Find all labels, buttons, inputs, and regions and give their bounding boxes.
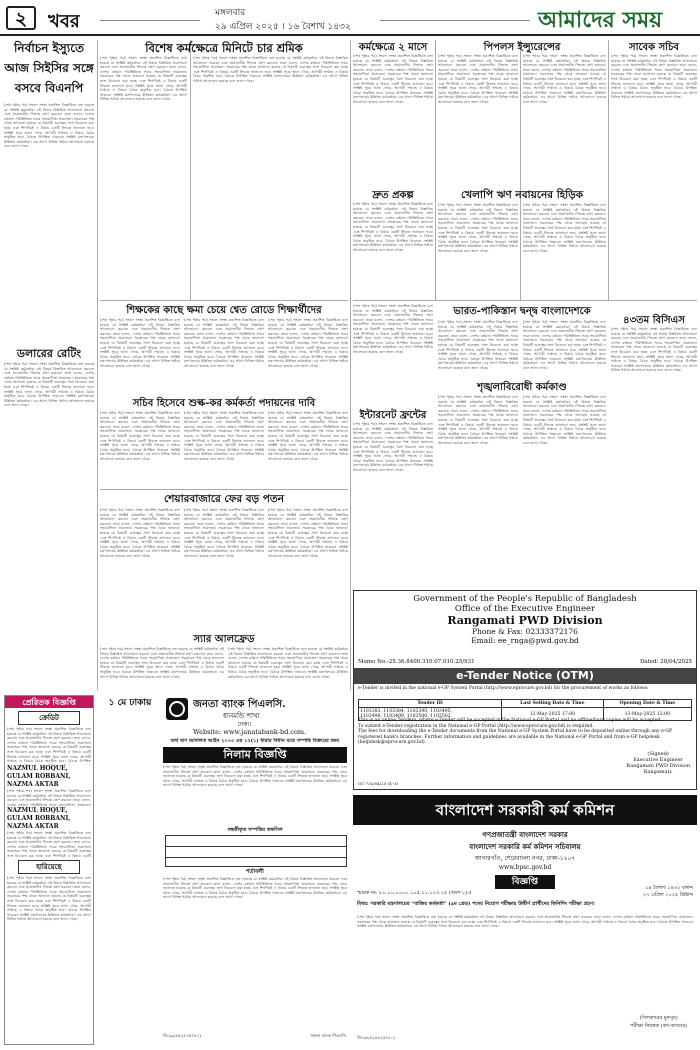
credit-name: GULAM ROBBANI,: [7, 773, 71, 780]
tender-body: [358, 718, 692, 746]
tender-ids: 1103498, 1103499, 1103500, 1103502: [360, 714, 451, 719]
bpsc-banner: বাংলাদেশ সরকারী কর্ম কমিশন: [353, 795, 697, 825]
column-rule: [97, 40, 98, 690]
janata-auction-notice: [163, 695, 347, 1045]
column-rule: [435, 40, 436, 300]
schedule-title: বন্ধকীকৃত সম্পত্তির তফসিল: [227, 827, 283, 833]
auction-footer-left: জি-৯৯/৪৫২৫ (৫৭৪০): [163, 1033, 201, 1038]
sign-place: Rangamati.: [643, 769, 673, 775]
credit-name: GULAM ROBBANI,: [7, 815, 71, 822]
bpsc-sign-role: পরীক্ষা নিয়ন্ত্রক (ক্যা-ক্যাডার): [630, 1023, 687, 1029]
tender-gov: Government of the People's Republic of Bangladesh: [413, 594, 637, 604]
may-headline: ১ মে ঢাকায়: [108, 698, 152, 708]
fast-project-headline: দ্রুত প্রকল্প: [372, 190, 414, 201]
act-reference: অর্থ ঋণ আদালত আইন ২০০৩ এর ১২(১) ধারার বিধান মতে সম্পত্তি বিক্রয়ের জন্য: [170, 738, 340, 744]
india-pak-headline: ভারত-পাকিস্তান দ্বন্দ্ব বাংলাদেশকে: [453, 306, 591, 317]
tender-ids: 1103383, 1103384, 1103390, 1103495,: [360, 709, 453, 714]
tender-memo: Memo No.-25.36.8400.310.07.010.25/931: [358, 659, 475, 665]
credit-name: NAZMA AKTAR: [7, 823, 59, 830]
column-rule: [350, 40, 351, 690]
credit-label: ক্রেডিট: [18, 711, 80, 725]
article-body: (শেষ পৃষ্ঠার পর) সংবাদ সংস্থা প্রকাশিত বিজ্ঞপ্তিতে বলা হয়েছে যে সংশ্লিষ্ট কর্মকর্তারা এই বিষয়ে বিস্তারিত আলোচনা করবেন এবং প্রয়োজনীয় সিদ্ধান্ত গ্রহণ করবেন। তারা বলেন, দেশের বর্তমান পরিস্থিতিতে সবার সহযোগিতা প্রয়োজন। সরকারের পক্ষ থেকে জানানো হয়েছে যে বিষয়টি গুরুত্বের সঙ্গে বিবেচনা করা হচ্ছে এবং শিগগিরই এ বিষয়ে একটি সিদ্ধান্ত জানানো হবে। সংশ্লিষ্ট সূত্রে জানা গেছে, আগামী সপ্তাহে এ বিষয়ে বৈঠক অনুষ্ঠিত হবে। বৈঠকে উপস্থিত থাকবেন সংশ্লিষ্ট মন্ত্রণালয়ের ঊর্ধ্বতন কর্মকর্তারা। এর আগে বিভিন্ন পর্যায়ে আলোচনা হয়েছে বলে জানা গেছে।: [228, 647, 348, 679]
article-body: (শেষ পৃষ্ঠার পর) সংবাদ সংস্থা প্রকাশিত বিজ্ঞপ্তিতে বলা হয়েছে যে সংশ্লিষ্ট কর্মকর্তারা এই বিষয়ে বিস্তারিত আলোচনা করবেন এবং প্রয়োজনীয় সিদ্ধান্ত গ্রহণ করবেন। তারা বলেন, দেশের বর্তমান পরিস্থিতিতে সবার সহযোগিতা প্রয়োজন। সরকারের পক্ষ থেকে জানানো হয়েছে যে বিষয়টি গুরুত্বের সঙ্গে বিবেচনা করা হচ্ছে এবং শিগগিরই এ বিষয়ে একটি সিদ্ধান্ত জানানো হবে। সংশ্লিষ্ট সূত্রে জানা গেছে, আগামী সপ্তাহে এ বিষয়ে বৈঠক অনুষ্ঠিত হবে। বৈঠকে উপস্থিত থাকবেন সংশ্লিষ্ট মন্ত্রণালয়ের ঊর্ধ্বতন কর্মকর্তারা। এর আগে বিভিন্ন পর্যায়ে আলোচনা হয়েছে বলে জানা গেছে।: [353, 202, 433, 252]
schedule-table: [165, 835, 347, 867]
bpsc-line2: বাংলাদেশ সরকারি কর্ম কমিশন সচিবালয়: [469, 842, 581, 851]
article-body: (শেষ পৃষ্ঠার পর) সংবাদ সংস্থা প্রকাশিত বিজ্ঞপ্তিতে বলা হয়েছে যে সংশ্লিষ্ট কর্মকর্তারা এই বিষয়ে বিস্তারিত আলোচনা করবেন এবং প্রয়োজনীয় সিদ্ধান্ত গ্রহণ করবেন। তারা বলেন, দেশের বর্তমান পরিস্থিতিতে সবার সহযোগিতা প্রয়োজন। সরকারের পক্ষ থেকে জানানো হয়েছে যে বিষয়টি গুরুত্বের সঙ্গে বিবেচনা করা হচ্ছে এবং শিগগিরই এ বিষয়ে একটি সিদ্ধান্ত জানানো হবে। সংশ্লিষ্ট সূত্রে জানা গেছে, আগামী সপ্তাহে এ বিষয়ে বৈঠক অনুষ্ঠিত হবে। বৈঠকে উপস্থিত থাকবেন সংশ্লিষ্ট মন্ত্রণালয়ের ঊর্ধ্বতন কর্মকর্তারা। এর আগে বিভিন্ন পর্যায়ে আলোচনা হয়েছে বলে জানা গেছে।: [353, 304, 433, 354]
table-header: Tender ID: [359, 700, 502, 708]
column-rule: [608, 40, 609, 300]
section-rule: [353, 300, 697, 301]
masthead-rule-right: [380, 20, 530, 21]
star-headline: স্যার আলফ্রেড: [193, 634, 255, 645]
signed: (Signed): [647, 751, 669, 757]
bpsc-date: ১৪ বৈশাখ ১৪৩২ বঙ্গাব্দ: [645, 885, 693, 891]
section-rule: [100, 489, 348, 490]
article-body: (শেষ পৃষ্ঠার পর) সংবাদ সংস্থা প্রকাশিত বিজ্ঞপ্তিতে বলা হয়েছে যে সংশ্লিষ্ট কর্মকর্তারা এই বিষয়ে বিস্তারিত আলোচনা করবেন এবং প্রয়োজনীয় সিদ্ধান্ত গ্রহণ করবেন। তারা বলেন, দেশের বর্তমান পরিস্থিতিতে সবার সহযোগিতা প্রয়োজন। সরকারের পক্ষ থেকে জানানো হয়েছে যে বিষয়টি গুরুত্বের সঙ্গে বিবেচনা করা হচ্ছে এবং শিগগিরই এ বিষয়ে একটি সিদ্ধান্ত জানানো হবে। সংশ্লিষ্ট সূত্রে জানা গেছে, আগামী সপ্তাহে এ বিষয়ে বৈঠক অনুষ্ঠিত হবে। বৈঠকে উপস্থিত থাকবেন সংশ্লিষ্ট মন্ত্রণালয়ের ঊর্ধ্বতন কর্মকর্তারা। এর আগে বিভিন্ন পর্যায়ে আলোচনা হয়েছে বলে জানা গেছে।: [268, 318, 348, 368]
article-body: (শেষ পৃষ্ঠার পর) সংবাদ সংস্থা প্রকাশিত বিজ্ঞপ্তিতে বলা হয়েছে যে সংশ্লিষ্ট কর্মকর্তারা এই বিষয়ে বিস্তারিত আলোচনা করবেন এবং প্রয়োজনীয় সিদ্ধান্ত গ্রহণ করবেন। তারা বলেন, দেশের বর্তমান পরিস্থিতিতে সবার সহযোগিতা প্রয়োজন। সরকারের পক্ষ থেকে জানানো হয়েছে যে বিষয়টি গুরুত্বের সঙ্গে বিবেচনা করা হচ্ছে এবং শিগগিরই এ বিষয়ে একটি সিদ্ধান্ত জানানো হবে। সংশ্লিষ্ট সূত্রে জানা গেছে, আগামী সপ্তাহে এ বিষয়ে বৈঠক অনুষ্ঠিত হবে। বৈঠকে উপস্থিত থাকবেন সংশ্লিষ্ট মন্ত্রণালয়ের ঊর্ধ্বতন কর্মকর্তারা। এর আগে বিভিন্ন পর্যায়ে আলোচনা হয়েছে বলে জানা গেছে।: [523, 203, 606, 253]
issue-date: ২৯ এপ্রিল ২০২৫ । ১৬ বৈশাখ ১৪৩২: [215, 22, 351, 32]
internet-headline: ইন্টারনেট ফ্রন্টের: [359, 410, 427, 421]
former-secretary-headline: সাবেক সচিব: [629, 42, 679, 53]
article-body: (শেষ পৃষ্ঠার পর) সংবাদ সংস্থা প্রকাশিত বিজ্ঞপ্তিতে বলা হয়েছে যে সংশ্লিষ্ট কর্মকর্তারা এই বিষয়ে বিস্তারিত আলোচনা করবেন এবং প্রয়োজনীয় সিদ্ধান্ত গ্রহণ করবেন। তারা বলেন, দেশের বর্তমান পরিস্থিতিতে সবার সহযোগিতা প্রয়োজন। সরকারের পক্ষ থেকে জানানো হয়েছে যে বিষয়টি গুরুত্বের সঙ্গে বিবেচনা করা হচ্ছে এবং শিগগিরই এ বিষয়ে একটি সিদ্ধান্ত জানানো হবে। সংশ্লিষ্ট সূত্রে জানা গেছে, আগামী সপ্তাহে এ বিষয়ে বৈঠক অনুষ্ঠিত হবে। বৈঠকে উপস্থিত থাকবেন সংশ্লিষ্ট মন্ত্রণালয়ের ঊর্ধ্বতন কর্মকর্তারা। এর আগে বিভিন্ন পর্যায়ে আলোচনা হয়েছে বলে জানা গেছে।: [100, 508, 180, 558]
classifieds-title: প্রেরিতক বিজ্ঞপ্তি: [5, 696, 93, 708]
page-number-badge: ২: [6, 6, 36, 30]
article-body: (শেষ পৃষ্ঠার পর) সংবাদ সংস্থা প্রকাশিত বিজ্ঞপ্তিতে বলা হয়েছে যে সংশ্লিষ্ট কর্মকর্তারা এই বিষয়ে বিস্তারিত আলোচনা করবেন এবং প্রয়োজনীয় সিদ্ধান্ত গ্রহণ করবেন। তারা বলেন, দেশের বর্তমান পরিস্থিতিতে সবার সহযোগিতা প্রয়োজন। সরকারের পক্ষ থেকে জানানো হয়েছে যে বিষয়টি গুরুত্বের সঙ্গে বিবেচনা করা হচ্ছে এবং শিগগিরই এ বিষয়ে একটি সিদ্ধান্ত জানানো হবে। সংশ্লিষ্ট সূত্রে জানা গেছে, আগামী সপ্তাহে এ বিষয়ে বৈঠক অনুষ্ঠিত হবে। বৈঠকে উপস্থিত থাকবেন সংশ্লিষ্ট মন্ত্রণালয়ের ঊর্ধ্বতন কর্মকর্তারা। এর আগে বিভিন্ন পর্যায়ে আলোচনা হয়েছে বলে জানা গেছে।: [438, 320, 518, 370]
classified-text: (শেষ পৃষ্ঠার পর) সংবাদ সংস্থা প্রকাশিত বিজ্ঞপ্তিতে বলা হয়েছে যে সংশ্লিষ্ট কর্মকর্তারা এই বিষয়ে বিস্তারিত আলোচনা করবেন এবং প্রয়োজনীয় সিদ্ধান্ত গ্রহণ করবেন। তারা বলেন, দেশের বর্তমান পরিস্থিতিতে সবার সহযোগিতা প্রয়োজন।: [7, 789, 91, 807]
article-body: (শেষ পৃষ্ঠার পর) সংবাদ সংস্থা প্রকাশিত বিজ্ঞপ্তিতে বলা হয়েছে যে সংশ্লিষ্ট কর্মকর্তারা এই বিষয়ে বিস্তারিত আলোচনা করবেন এবং প্রয়োজনীয় সিদ্ধান্ত গ্রহণ করবেন। তারা বলেন, দেশের বর্তমান পরিস্থিতিতে সবার সহযোগিতা প্রয়োজন। সরকারের পক্ষ থেকে জানানো হয়েছে যে বিষয়টি গুরুত্বের সঙ্গে বিবেচনা করা হচ্ছে এবং শিগগিরই এ বিষয়ে একটি সিদ্ধান্ত জানানো হবে। সংশ্লিষ্ট সূত্রে জানা গেছে, আগামী সপ্তাহে এ বিষয়ে বৈঠক অনুষ্ঠিত হবে। বৈঠকে উপস্থিত থাকবেন সংশ্লিষ্ট মন্ত্রণালয়ের ঊর্ধ্বতন কর্মকর্তারা। এর আগে বিভিন্ন পর্যায়ে আলোচনা হয়েছে বলে জানা গেছে।: [353, 54, 433, 104]
article-body: (শেষ পৃষ্ঠার পর) সংবাদ সংস্থা প্রকাশিত বিজ্ঞপ্তিতে বলা হয়েছে যে সংশ্লিষ্ট কর্মকর্তারা এই বিষয়ে বিস্তারিত আলোচনা করবেন এবং প্রয়োজনীয় সিদ্ধান্ত গ্রহণ করবেন। তারা বলেন, দেশের বর্তমান পরিস্থিতিতে সবার সহযোগিতা প্রয়োজন। সরকারের পক্ষ থেকে জানানো হয়েছে যে বিষয়টি গুরুত্বের সঙ্গে বিবেচনা করা হচ্ছে এবং শিগগিরই এ বিষয়ে একটি সিদ্ধান্ত জানানো হবে। সংশ্লিষ্ট সূত্রে জানা গেছে, আগামী সপ্তাহে এ বিষয়ে বৈঠক অনুষ্ঠিত হবে। বৈঠকে উপস্থিত থাকবেন সংশ্লিষ্ট মন্ত্রণালয়ের ঊর্ধ্বতন কর্মকর্তারা। এর আগে বিভিন্ন পর্যায়ে আলোচনা হয়েছে বলে জানা গেছে।: [193, 56, 348, 83]
bpsc-footer: জি-৯৮/৪২৪৩ (৫৭৪০): [357, 1035, 395, 1040]
tender-body-paragraph: This is an online Tenders, where e-Tender will be accepted in the National e-GP Portal and no offline/hard copies will be accepted.: [358, 718, 662, 723]
bpsc-body: (শেষ পৃষ্ঠার পর) সংবাদ সংস্থা প্রকাশিত বিজ্ঞপ্তিতে বলা হয়েছে যে সংশ্লিষ্ট কর্মকর্তারা এই বিষয়ে বিস্তারিত আলোচনা করবেন এবং প্রয়োজনীয় সিদ্ধান্ত গ্রহণ করবেন। তারা বলেন, দেশের বর্তমান পরিস্থিতিতে সবার সহযোগিতা প্রয়োজন। সরকারের পক্ষ থেকে জানানো হয়েছে যে বিষয়টি গুরুত্বের সঙ্গে বিবেচনা করা হচ্ছে এবং শিগগিরই এ বিষয়ে একটি সিদ্ধান্ত জানানো হবে। সংশ্লিষ্ট সূত্রে জানা গেছে, আগামী সপ্তাহে এ বিষয়ে বৈঠক অনুষ্ঠিত হবে। বৈঠকে উপস্থিত থাকবেন সংশ্লিষ্ট মন্ত্রণালয়ের ঊর্ধ্বতন কর্মকর্তারা। এর আগে বিভিন্ন পর্যায়ে আলোচনা হয়েছে বলে জানা গেছে।: [357, 915, 693, 929]
sign-office: Rangamati PWD Division: [626, 763, 690, 769]
auction-body: (শেষ পৃষ্ঠার পর) সংবাদ সংস্থা প্রকাশিত বিজ্ঞপ্তিতে বলা হয়েছে যে সংশ্লিষ্ট কর্মকর্তারা এই বিষয়ে বিস্তারিত আলোচনা করবেন এবং প্রয়োজনীয় সিদ্ধান্ত গ্রহণ করবেন। তারা বলেন, দেশের বর্তমান পরিস্থিতিতে সবার সহযোগিতা প্রয়োজন। সরকারের পক্ষ থেকে জানানো হয়েছে যে বিষয়টি গুরুত্বের সঙ্গে বিবেচনা করা হচ্ছে এবং শিগগিরই এ বিষয়ে একটি সিদ্ধান্ত জানানো হবে। সংশ্লিষ্ট সূত্রে জানা গেছে, আগামী সপ্তাহে এ বিষয়ে বৈঠক অনুষ্ঠিত হবে। বৈঠকে উপস্থিত থাকবেন সংশ্লিষ্ট মন্ত্রণালয়ের ঊর্ধ্বতন কর্মকর্তারা। এর আগে বিভিন্ন পর্যায়ে আলোচনা হয়েছে বলে জানা গেছে।: [163, 765, 347, 788]
bpsc-subject: বিষয়: সরকারি মন্ত্রণালয়ের “বাজির কর্মকর্তা” (৯ম গ্রেড) পদের নিয়োগ পরীক্ষায় উত্তীর্ণ প্রার্থীদের ফিনিশিং পরীক্ষা গ্রহণ।: [357, 901, 595, 907]
discipline-headline: শৃঙ্খলাবিরোধী কর্মকাণ্ড: [477, 382, 567, 393]
apology-headline: শিক্ষকের কাছে ক্ষমা চেয়ে শ্বেত রোডে শিক্ষার্থীদের: [126, 305, 322, 316]
article-body: (শেষ পৃষ্ঠার পর) সংবাদ সংস্থা প্রকাশিত বিজ্ঞপ্তিতে বলা হয়েছে যে সংশ্লিষ্ট কর্মকর্তারা এই বিষয়ে বিস্তারিত আলোচনা করবেন এবং প্রয়োজনীয় সিদ্ধান্ত গ্রহণ করবেন। তারা বলেন, দেশের বর্তমান পরিস্থিতিতে সবার সহযোগিতা প্রয়োজন। সরকারের পক্ষ থেকে জানানো হয়েছে যে বিষয়টি গুরুত্বের সঙ্গে বিবেচনা করা হচ্ছে এবং শিগগিরই এ বিষয়ে একটি সিদ্ধান্ত জানানো হবে। সংশ্লিষ্ট সূত্রে জানা গেছে, আগামী সপ্তাহে এ বিষয়ে বৈঠক অনুষ্ঠিত হবে। বৈঠকে উপস্থিত থাকবেন সংশ্লিষ্ট মন্ত্রণালয়ের ঊর্ধ্বতন কর্মকর্তারা। এর আগে বিভিন্ন পর্যায়ে আলোচনা হয়েছে বলে জানা গেছে।: [523, 54, 606, 104]
article-body: (শেষ পৃষ্ঠার পর) সংবাদ সংস্থা প্রকাশিত বিজ্ঞপ্তিতে বলা হয়েছে যে সংশ্লিষ্ট কর্মকর্তারা এই বিষয়ে বিস্তারিত আলোচনা করবেন এবং প্রয়োজনীয় সিদ্ধান্ত গ্রহণ করবেন। তারা বলেন, দেশের বর্তমান পরিস্থিতিতে সবার সহযোগিতা প্রয়োজন। সরকারের পক্ষ থেকে জানানো হয়েছে যে বিষয়টি গুরুত্বের সঙ্গে বিবেচনা করা হচ্ছে এবং শিগগিরই এ বিষয়ে একটি সিদ্ধান্ত জানানো হবে। সংশ্লিষ্ট সূত্রে জানা গেছে, আগামী সপ্তাহে এ বিষয়ে বৈঠক অনুষ্ঠিত হবে। বৈঠকে উপস্থিত থাকবেন সংশ্লিষ্ট মন্ত্রণালয়ের ঊর্ধ্বতন কর্মকর্তারা। এর আগে বিভিন্ন পর্যায়ে আলোচনা হয়েছে বলে জানা গেছে।: [100, 318, 180, 368]
table-header: Opening Date & Time: [603, 700, 691, 708]
credit-name: NAZMUL HOQUE,: [7, 807, 68, 814]
sign-role: Executive Engineer: [633, 757, 683, 763]
classified-text: (শেষ পৃষ্ঠার পর) সংবাদ সংস্থা প্রকাশিত বিজ্ঞপ্তিতে বলা হয়েছে যে সংশ্লিষ্ট কর্মকর্তারা এই বিষয়ে বিস্তারিত আলোচনা করবেন এবং প্রয়োজনীয় সিদ্ধান্ত গ্রহণ করবেন। তারা বলেন, দেশের বর্তমান পরিস্থিতিতে সবার সহযোগিতা প্রয়োজন। সরকারের পক্ষ থেকে জানানো হয়েছে যে বিষয়টি গুরুত্বের সঙ্গে বিবেচনা করা হচ্ছে এবং শিগগিরই এ বিষয়ে একটি: [7, 831, 91, 857]
janata-bank-logo: [165, 697, 189, 721]
masthead-rule-left: [100, 20, 200, 21]
classified-text: (শেষ পৃষ্ঠার পর) সংবাদ সংস্থা প্রকাশিত বিজ্ঞপ্তিতে বলা হয়েছে যে সংশ্লিষ্ট কর্মকর্তারা এই বিষয়ে বিস্তারিত আলোচনা করবেন এবং প্রয়োজনীয় সিদ্ধান্ত গ্রহণ করবেন। তারা বলেন, দেশের বর্তমান পরিস্থিতিতে সবার সহযোগিতা প্রয়োজন। সরকারের পক্ষ থেকে জানানো হয়েছে যে বিষয়টি গুরুত্বের সঙ্গে বিবেচনা করা হচ্ছে এবং শিগগিরই এ বিষয়ে একটি সিদ্ধান্ত জানানো হবে। সংশ্লিষ্ট সূত্রে জানা গেছে, আগামী সপ্তাহে এ বিষয়ে বৈঠক অনুষ্ঠিত হবে। বৈঠকে উপস্থিত থাকবেন সংশ্লিষ্ট মন্ত্রণালয়ের ঊর্ধ্বতন কর্মকর্তারা। এর আগে বিভিন্ন পর্যায়ে আলোচনা হয়েছে বলে জানা গেছে।: [7, 876, 91, 922]
article-body: (শেষ পৃষ্ঠার পর) সংবাদ সংস্থা প্রকাশিত বিজ্ঞপ্তিতে বলা হয়েছে যে সংশ্লিষ্ট কর্মকর্তারা এই বিষয়ে বিস্তারিত আলোচনা করবেন এবং প্রয়োজনীয় সিদ্ধান্ত গ্রহণ করবেন। তারা বলেন, দেশের বর্তমান পরিস্থিতিতে সবার সহযোগিতা প্রয়োজন। সরকারের পক্ষ থেকে জানানো হয়েছে যে বিষয়টি গুরুত্বের সঙ্গে বিবেচনা করা হচ্ছে এবং শিগগিরই এ বিষয়ে একটি সিদ্ধান্ত জানানো হবে। সংশ্লিষ্ট সূত্রে জানা গেছে, আগামী সপ্তাহে এ বিষয়ে বৈঠক অনুষ্ঠিত হবে। বৈঠকে উপস্থিত থাকবেন সংশ্লিষ্ট মন্ত্রণালয়ের ঊর্ধ্বতন কর্মকর্তারা। এর আগে বিভিন্ন পর্যায়ে আলোচনা হয়েছে বলে জানা গেছে।: [438, 395, 518, 445]
opening-cell: 13-May-2025 12:00: [603, 708, 691, 721]
article-body: (শেষ পৃষ্ঠার পর) সংবাদ সংস্থা প্রকাশিত বিজ্ঞপ্তিতে বলা হয়েছে যে সংশ্লিষ্ট কর্মকর্তারা এই বিষয়ে বিস্তারিত আলোচনা করবেন এবং প্রয়োজনীয় সিদ্ধান্ত গ্রহণ করবেন। তারা বলেন, দেশের বর্তমান পরিস্থিতিতে সবার সহযোগিতা প্রয়োজন। সরকারের পক্ষ থেকে জানানো হয়েছে যে বিষয়টি গুরুত্বের সঙ্গে বিবেচনা করা হচ্ছে এবং শিগগিরই এ বিষয়ে একটি সিদ্ধান্ত জানানো হবে। সংশ্লিষ্ট সূত্রে জানা গেছে, আগামী সপ্তাহে এ বিষয়ে বৈঠক অনুষ্ঠিত হবে। বৈঠকে উপস্থিত থাকবেন সংশ্লিষ্ট মন্ত্রণালয়ের ঊর্ধ্বতন কর্মকর্তারা। এর আগে বিভিন্ন পর্যায়ে আলোচনা হয়েছে বলে জানা গেছে।: [353, 422, 433, 472]
conditions-title: শর্তাবলী: [246, 869, 264, 875]
pipelines-headline: পিপলস ইন্স্যুরেন্সের: [483, 42, 561, 53]
bcs-headline: ৪৩তম বিসিএস: [623, 315, 685, 326]
tender-intro: e-Tender is invited in the national e-GP System Portal (http://www.eprocure.gov.bd) for the procurement of works as follows:: [358, 686, 649, 691]
tender-phone: Phone & Fax: 02333372176: [472, 627, 578, 636]
bank-branch: ধানমন্ডি শাখা: [223, 712, 260, 720]
loan-headline: খেলাপি ঋণ নবায়নের হিড়িক: [460, 189, 584, 201]
article-body: (শেষ পৃষ্ঠার পর) সংবাদ সংস্থা প্রকাশিত বিজ্ঞপ্তিতে বলা হয়েছে যে সংশ্লিষ্ট কর্মকর্তারা এই বিষয়ে বিস্তারিত আলোচনা করবেন এবং প্রয়োজনীয় সিদ্ধান্ত গ্রহণ করবেন। তারা বলেন, দেশের বর্তমান পরিস্থিতিতে সবার সহযোগিতা প্রয়োজন। সরকারের পক্ষ থেকে জানানো হয়েছে যে বিষয়টি গুরুত্বের সঙ্গে বিবেচনা করা হচ্ছে এবং শিগগিরই এ বিষয়ে একটি সিদ্ধান্ত জানানো হবে। সংশ্লিষ্ট সূত্রে জানা গেছে, আগামী সপ্তাহে এ বিষয়ে বৈঠক অনুষ্ঠিত হবে। বৈঠকে উপস্থিত থাকবেন সংশ্লিষ্ট মন্ত্রণালয়ের ঊর্ধ্বতন কর্মকর্তারা। এর আগে বিভিন্ন পর্যায়ে আলোচনা হয়েছে বলে জানা গেছে।: [438, 54, 518, 104]
bpsc-memo: স্মারক নং: ৮০.০০.০০০০.১০৫.১১.০০৩.২৫ (অংশ-১)-৫: [357, 890, 473, 896]
bank-website: Website: www.janatabank-bd.com.: [193, 728, 307, 736]
bpsc-sign: [630, 1015, 687, 1031]
masthead: [0, 0, 700, 36]
lost-label: হারিয়েছে: [18, 860, 80, 874]
secretary-demand-headline: সচিব হিসেবে শুল্ক-কর কর্মকর্তা পদায়নের দাবি: [132, 398, 316, 409]
tender-footer: GC-735/04/25 (4'-3): [358, 781, 399, 786]
classified-text: (শেষ পৃষ্ঠার পর) সংবাদ সংস্থা প্রকাশিত বিজ্ঞপ্তিতে বলা হয়েছে যে সংশ্লিষ্ট কর্মকর্তারা এই বিষয়ে বিস্তারিত আলোচনা করবেন এবং প্রয়োজনীয় সিদ্ধান্ত গ্রহণ করবেন। তারা বলেন, দেশের বর্তমান পরিস্থিতিতে সবার সহযোগিতা প্রয়োজন। সরকারের পক্ষ থেকে জানানো হয়েছে যে বিষয়টি গুরুত্বের সঙ্গে বিবেচনা করা হচ্ছে এবং শিগগিরই এ বিষয়ে একটি সিদ্ধান্ত জানানো হবে। সংশ্লিষ্ট সূত্রে জানা গেছে, আগামী সপ্তাহে এ বিষয়ে বৈঠক অনুষ্ঠিত হবে। বৈঠকে উপস্থিত: [7, 727, 91, 764]
weekday: মঙ্গলবার: [215, 8, 246, 18]
section-rule: [100, 300, 348, 301]
tender-signature: [626, 751, 690, 775]
bpsc-notice: [353, 795, 697, 1045]
tender-body-paragraph: The fees for downloading the e-Tender documents from the National e-GP System Portal have to be deposited online through any e-GP registered bank's branches. Further information and guidelines are available in the National e-GP Portal and from e-GP helpdesk (helpdesk@eprocure.gov.bd).: [358, 729, 673, 745]
dollar-headline: ডলারের রেটিং: [16, 347, 82, 360]
column-rule: [190, 40, 191, 300]
tender-email: Email: ee_rnga@pwd.gov.bd: [471, 636, 579, 645]
article-body: (শেষ পৃষ্ঠার পর) সংবাদ সংস্থা প্রকাশিত বিজ্ঞপ্তিতে বলা হয়েছে যে সংশ্লিষ্ট কর্মকর্তারা এই বিষয়ে বিস্তারিত আলোচনা করবেন এবং প্রয়োজনীয় সিদ্ধান্ত গ্রহণ করবেন। তারা বলেন, দেশের বর্তমান পরিস্থিতিতে সবার সহযোগিতা প্রয়োজন। সরকারের পক্ষ থেকে জানানো হয়েছে যে বিষয়টি গুরুত্বের সঙ্গে বিবেচনা করা হচ্ছে এবং শিগগিরই এ বিষয়ে একটি সিদ্ধান্ত জানানো হবে। সংশ্লিষ্ট সূত্রে জানা গেছে, আগামী সপ্তাহে এ বিষয়ে বৈঠক অনুষ্ঠিত হবে। বৈঠকে উপস্থিত থাকবেন সংশ্লিষ্ট মন্ত্রণালয়ের ঊর্ধ্বতন কর্মকর্তারা। এর আগে বিভিন্ন পর্যায়ে আলোচনা হয়েছে বলে জানা গেছে।: [100, 411, 180, 461]
tender-notice: [353, 590, 697, 790]
article-body: (শেষ পৃষ্ঠার পর) সংবাদ সংস্থা প্রকাশিত বিজ্ঞপ্তিতে বলা হয়েছে যে সংশ্লিষ্ট কর্মকর্তারা এই বিষয়ে বিস্তারিত আলোচনা করবেন এবং প্রয়োজনীয় সিদ্ধান্ত গ্রহণ করবেন। তারা বলেন, দেশের বর্তমান পরিস্থিতিতে সবার সহযোগিতা প্রয়োজন। সরকারের পক্ষ থেকে জানানো হয়েছে যে বিষয়টি গুরুত্বের সঙ্গে বিবেচনা করা হচ্ছে এবং শিগগিরই এ বিষয়ে একটি সিদ্ধান্ত জানানো হবে। সংশ্লিষ্ট সূত্রে জানা গেছে, আগামী সপ্তাহে এ বিষয়ে বৈঠক অনুষ্ঠিত হবে। বৈঠকে উপস্থিত থাকবেন সংশ্লিষ্ট মন্ত্রণালয়ের ঊর্ধ্বতন কর্মকর্তারা। এর আগে বিভিন্ন পর্যায়ে আলোচনা হয়েছে বলে জানা গেছে।: [438, 203, 518, 253]
article-body: (শেষ পৃষ্ঠার পর) সংবাদ সংস্থা প্রকাশিত বিজ্ঞপ্তিতে বলা হয়েছে যে সংশ্লিষ্ট কর্মকর্তারা এই বিষয়ে বিস্তারিত আলোচনা করবেন এবং প্রয়োজনীয় সিদ্ধান্ত গ্রহণ করবেন। তারা বলেন, দেশের বর্তমান পরিস্থিতিতে সবার সহযোগিতা প্রয়োজন। সরকারের পক্ষ থেকে জানানো হয়েছে যে বিষয়টি গুরুত্বের সঙ্গে বিবেচনা করা হচ্ছে এবং শিগগিরই এ বিষয়ে একটি সিদ্ধান্ত জানানো হবে। সংশ্লিষ্ট সূত্রে জানা গেছে, আগামী সপ্তাহে এ বিষয়ে বৈঠক অনুষ্ঠিত হবে। বৈঠকে উপস্থিত থাকবেন সংশ্লিষ্ট মন্ত্রণালয়ের ঊর্ধ্বতন কর্মকর্তারা। এর আগে বিভিন্ন পর্যায়ে আলোচনা হয়েছে বলে জানা গেছে।: [100, 56, 187, 102]
bpsc-website: www.bpsc.gov.bd: [498, 864, 552, 871]
credit-name: NAZMUL HOQUE,: [7, 765, 68, 772]
teachers-headline: বিশেষ কর্মক্ষেত্রে মিনিটে চার শ্রমিক: [145, 41, 303, 55]
article-body: (শেষ পৃষ্ঠার পর) সংবাদ সংস্থা প্রকাশিত বিজ্ঞপ্তিতে বলা হয়েছে যে সংশ্লিষ্ট কর্মকর্তারা এই বিষয়ে বিস্তারিত আলোচনা করবেন এবং প্রয়োজনীয় সিদ্ধান্ত গ্রহণ করবেন। তারা বলেন, দেশের বর্তমান পরিস্থিতিতে সবার সহযোগিতা প্রয়োজন। সরকারের পক্ষ থেকে জানানো হয়েছে যে বিষয়টি গুরুত্বের সঙ্গে বিবেচনা করা হচ্ছে এবং শিগগিরই এ বিষয়ে একটি সিদ্ধান্ত জানানো হবে। সংশ্লিষ্ট সূত্রে জানা গেছে, আগামী সপ্তাহে এ বিষয়ে বৈঠক অনুষ্ঠিত হবে। বৈঠকে উপস্থিত থাকবেন সংশ্লিষ্ট মন্ত্রণালয়ের ঊর্ধ্বতন কর্মকর্তারা। এর আগে বিভিন্ন পর্যায়ে আলোচনা হয়েছে বলে জানা গেছে।: [184, 508, 264, 558]
article-body: (শেষ পৃষ্ঠার পর) সংবাদ সংস্থা প্রকাশিত বিজ্ঞপ্তিতে বলা হয়েছে যে সংশ্লিষ্ট কর্মকর্তারা এই বিষয়ে বিস্তারিত আলোচনা করবেন এবং প্রয়োজনীয় সিদ্ধান্ত গ্রহণ করবেন। তারা বলেন, দেশের বর্তমান পরিস্থিতিতে সবার সহযোগিতা প্রয়োজন। সরকারের পক্ষ থেকে জানানো হয়েছে যে বিষয়টি গুরুত্বের সঙ্গে বিবেচনা করা হচ্ছে এবং শিগগিরই এ বিষয়ে একটি সিদ্ধান্ত জানানো হবে। সংশ্লিষ্ট সূত্রে জানা গেছে, আগামী সপ্তাহে এ বিষয়ে বৈঠক অনুষ্ঠিত হবে। বৈঠকে উপস্থিত থাকবেন সংশ্লিষ্ট মন্ত্রণালয়ের ঊর্ধ্বতন কর্মকর্তারা। এর আগে বিভিন্ন পর্যায়ে আলোচনা হয়েছে বলে জানা গেছে।: [523, 320, 606, 370]
bpsc-notice-label: বিজ্ঞপ্তি: [495, 875, 555, 889]
section-label: খবর: [48, 11, 80, 32]
auction-title: নিলাম বিজ্ঞপ্তি: [163, 747, 347, 763]
bpsc-sign-name: (সিলকারের মুনসুর): [639, 1015, 678, 1021]
office-headline: কর্মক্ষেত্রে ২ মাসে: [358, 42, 428, 53]
article-body: (শেষ পৃষ্ঠার পর) সংবাদ সংস্থা প্রকাশিত বিজ্ঞপ্তিতে বলা হয়েছে যে সংশ্লিষ্ট কর্মকর্তারা এই বিষয়ে বিস্তারিত আলোচনা করবেন এবং প্রয়োজনীয় সিদ্ধান্ত গ্রহণ করবেন। তারা বলেন, দেশের বর্তমান পরিস্থিতিতে সবার সহযোগিতা প্রয়োজন। সরকারের পক্ষ থেকে জানানো হয়েছে যে বিষয়টি গুরুত্বের সঙ্গে বিবেচনা করা হচ্ছে এবং শিগগিরই এ বিষয়ে একটি সিদ্ধান্ত জানানো হবে। সংশ্লিষ্ট সূত্রে জানা গেছে, আগামী সপ্তাহে এ বিষয়ে বৈঠক অনুষ্ঠিত হবে। বৈঠকে উপস্থিত থাকবেন সংশ্লিষ্ট মন্ত্রণালয়ের ঊর্ধ্বতন কর্মকর্তারা। এর আগে বিভিন্ন পর্যায়ে আলোচনা হয়েছে বলে জানা গেছে।: [4, 362, 94, 408]
credit-name: NAZMA AKTAR: [7, 781, 59, 788]
bpsc-date: ২৭ এপ্রিল ২০২৫ খ্রিষ্টাব্দ: [642, 892, 693, 898]
tender-dated: Dated: 28/04/2025: [640, 659, 692, 665]
article-body: (শেষ পৃষ্ঠার পর) সংবাদ সংস্থা প্রকাশিত বিজ্ঞপ্তিতে বলা হয়েছে যে সংশ্লিষ্ট কর্মকর্তারা এই বিষয়ে বিস্তারিত আলোচনা করবেন এবং প্রয়োজনীয় সিদ্ধান্ত গ্রহণ করবেন। তারা বলেন, দেশের বর্তমান পরিস্থিতিতে সবার সহযোগিতা প্রয়োজন। সরকারের পক্ষ থেকে জানানো হয়েছে যে বিষয়টি গুরুত্বের সঙ্গে বিবেচনা করা হচ্ছে এবং শিগগিরই এ বিষয়ে একটি সিদ্ধান্ত জানানো হবে। সংশ্লিষ্ট সূত্রে জানা গেছে, আগামী সপ্তাহে এ বিষয়ে বৈঠক অনুষ্ঠিত হবে। বৈঠকে উপস্থিত থাকবেন সংশ্লিষ্ট মন্ত্রণালয়ের ঊর্ধ্বতন কর্মকর্তারা। এর আগে বিভিন্ন পর্যায়ে আলোচনা হয়েছে বলে জানা গেছে।: [4, 103, 94, 149]
election-story: [4, 40, 94, 340]
column-rule: [520, 40, 521, 300]
election-headline-line: বসবে বিএনপি: [14, 81, 84, 95]
bpsc-line1: গণপ্রজাতন্ত্রী বাংলাদেশ সরকার: [482, 830, 568, 839]
tender-title: e-Tender Notice (OTM): [354, 668, 696, 684]
bank-name: জনতা ব্যাংক পিএলসি.: [193, 699, 286, 710]
auction-conditions: (শেষ পৃষ্ঠার পর) সংবাদ সংস্থা প্রকাশিত বিজ্ঞপ্তিতে বলা হয়েছে যে সংশ্লিষ্ট কর্মকর্তারা এই বিষয়ে বিস্তারিত আলোচনা করবেন এবং প্রয়োজনীয় সিদ্ধান্ত গ্রহণ করবেন। তারা বলেন, দেশের বর্তমান পরিস্থিতিতে সবার সহযোগিতা প্রয়োজন। সরকারের পক্ষ থেকে জানানো হয়েছে যে বিষয়টি গুরুত্বের সঙ্গে বিবেচনা করা হচ্ছে এবং শিগগিরই এ বিষয়ে একটি সিদ্ধান্ত জানানো হবে। সংশ্লিষ্ট সূত্রে জানা গেছে, আগামী সপ্তাহে এ বিষয়ে বৈঠক অনুষ্ঠিত হবে। বৈঠকে উপস্থিত থাকবেন সংশ্লিষ্ট মন্ত্রণালয়ের ঊর্ধ্বতন কর্মকর্তারা। এর আগে বিভিন্ন পর্যায়ে আলোচনা হয়েছে বলে জানা গেছে।: [163, 877, 347, 900]
auction-footer-right: জনতা ব্যাংক পিএলসি.: [310, 1033, 347, 1038]
last-selling-cell: 12-May-2025 17:00: [502, 708, 604, 721]
table-header: Last Selling Date & Time: [502, 700, 604, 708]
article-body: (শেষ পৃষ্ঠার পর) সংবাদ সংস্থা প্রকাশিত বিজ্ঞপ্তিতে বলা হয়েছে যে সংশ্লিষ্ট কর্মকর্তারা এই বিষয়ে বিস্তারিত আলোচনা করবেন এবং প্রয়োজনীয় সিদ্ধান্ত গ্রহণ করবেন। তারা বলেন, দেশের বর্তমান পরিস্থিতিতে সবার সহযোগিতা প্রয়োজন। সরকারের পক্ষ থেকে জানানো হয়েছে যে বিষয়টি গুরুত্বের সঙ্গে বিবেচনা করা হচ্ছে এবং শিগগিরই এ বিষয়ে একটি সিদ্ধান্ত জানানো হবে। সংশ্লিষ্ট সূত্রে জানা গেছে, আগামী সপ্তাহে এ বিষয়ে বৈঠক অনুষ্ঠিত হবে। বৈঠকে উপস্থিত থাকবেন সংশ্লিষ্ট মন্ত্রণালয়ের ঊর্ধ্বতন কর্মকর্তারা। এর আগে বিভিন্ন পর্যায়ে আলোচনা হয়েছে বলে জানা গেছে।: [268, 411, 348, 461]
tender-body-paragraph: To submit e-Tender registration in the National e-GP Portal (http://www.eprocure.gov.bd) is required.: [358, 723, 594, 729]
tender-division: Rangamati PWD Division: [447, 614, 603, 627]
article-body: (শেষ পৃষ্ঠার পর) সংবাদ সংস্থা প্রকাশিত বিজ্ঞপ্তিতে বলা হয়েছে যে সংশ্লিষ্ট কর্মকর্তারা এই বিষয়ে বিস্তারিত আলোচনা করবেন এবং প্রয়োজনীয় সিদ্ধান্ত গ্রহণ করবেন। তারা বলেন, দেশের বর্তমান পরিস্থিতিতে সবার সহযোগিতা প্রয়োজন। সরকারের পক্ষ থেকে জানানো হয়েছে যে বিষয়টি গুরুত্বের সঙ্গে বিবেচনা করা হচ্ছে এবং শিগগিরই এ বিষয়ে একটি সিদ্ধান্ত জানানো হবে। সংশ্লিষ্ট সূত্রে জানা গেছে, আগামী সপ্তাহে এ বিষয়ে বৈঠক অনুষ্ঠিত হবে। বৈঠকে উপস্থিত থাকবেন সংশ্লিষ্ট মন্ত্রণালয়ের ঊর্ধ্বতন কর্মকর্তারা। এর আগে বিভিন্ন পর্যায়ে আলোচনা হয়েছে বলে জানা গেছে।: [100, 647, 224, 679]
bpsc-line3: আগারগাঁও, শেরেবাংলা নগর, ঢাকা-১২০৭: [474, 855, 576, 862]
article-body: (শেষ পৃষ্ঠার পর) সংবাদ সংস্থা প্রকাশিত বিজ্ঞপ্তিতে বলা হয়েছে যে সংশ্লিষ্ট কর্মকর্তারা এই বিষয়ে বিস্তারিত আলোচনা করবেন এবং প্রয়োজনীয় সিদ্ধান্ত গ্রহণ করবেন। তারা বলেন, দেশের বর্তমান পরিস্থিতিতে সবার সহযোগিতা প্রয়োজন। সরকারের পক্ষ থেকে জানানো হয়েছে যে বিষয়টি গুরুত্বের সঙ্গে বিবেচনা করা হচ্ছে এবং শিগগিরই এ বিষয়ে একটি সিদ্ধান্ত জানানো হবে। সংশ্লিষ্ট সূত্রে জানা গেছে, আগামী সপ্তাহে এ বিষয়ে বৈঠক অনুষ্ঠিত হবে। বৈঠকে উপস্থিত থাকবেন সংশ্লিষ্ট মন্ত্রণালয়ের ঊর্ধ্বতন কর্মকর্তারা। এর আগে বিভিন্ন পর্যায়ে আলোচনা হয়েছে বলে জানা গেছে।: [268, 508, 348, 558]
newspaper-logo: আমাদের সময়: [538, 8, 663, 33]
article-body: (শেষ পৃষ্ঠার পর) সংবাদ সংস্থা প্রকাশিত বিজ্ঞপ্তিতে বলা হয়েছে যে সংশ্লিষ্ট কর্মকর্তারা এই বিষয়ে বিস্তারিত আলোচনা করবেন এবং প্রয়োজনীয় সিদ্ধান্ত গ্রহণ করবেন। তারা বলেন, দেশের বর্তমান পরিস্থিতিতে সবার সহযোগিতা প্রয়োজন। সরকারের পক্ষ থেকে জানানো হয়েছে যে বিষয়টি গুরুত্বের সঙ্গে বিবেচনা করা হচ্ছে এবং শিগগিরই এ বিষয়ে একটি সিদ্ধান্ত জানানো হবে। সংশ্লিষ্ট সূত্রে জানা গেছে, আগামী সপ্তাহে এ বিষয়ে বৈঠক অনুষ্ঠিত হবে। বৈঠকে উপস্থিত থাকবেন সংশ্লিষ্ট মন্ত্রণালয়ের ঊর্ধ্বতন কর্মকর্তারা। এর আগে বিভিন্ন পর্যায়ে আলোচনা হয়েছে বলে জানা গেছে।: [523, 395, 606, 445]
article-body: (শেষ পৃষ্ঠার পর) সংবাদ সংস্থা প্রকাশিত বিজ্ঞপ্তিতে বলা হয়েছে যে সংশ্লিষ্ট কর্মকর্তারা এই বিষয়ে বিস্তারিত আলোচনা করবেন এবং প্রয়োজনীয় সিদ্ধান্ত গ্রহণ করবেন। তারা বলেন, দেশের বর্তমান পরিস্থিতিতে সবার সহযোগিতা প্রয়োজন। সরকারের পক্ষ থেকে জানানো হয়েছে যে বিষয়টি গুরুত্বের সঙ্গে বিবেচনা করা হচ্ছে এবং শিগগিরই এ বিষয়ে একটি সিদ্ধান্ত জানানো হবে। সংশ্লিষ্ট সূত্রে জানা গেছে, আগামী সপ্তাহে এ বিষয়ে বৈঠক অনুষ্ঠিত হবে। বৈঠকে উপস্থিত থাকবেন সংশ্লিষ্ট মন্ত্রণালয়ের ঊর্ধ্বতন কর্মকর্তারা। এর আগে বিভিন্ন পর্যায়ে আলোচনা হয়েছে বলে জানা গেছে।: [611, 327, 697, 373]
election-headline-line: নির্বাচন ইস্যুতে: [13, 41, 85, 55]
share-market-headline: শেয়ারবাজারে ফের বড় পতন: [163, 493, 285, 505]
election-headline-line: আজ সিইসির সঙ্গে: [4, 61, 94, 75]
article-body: (শেষ পৃষ্ঠার পর) সংবাদ সংস্থা প্রকাশিত বিজ্ঞপ্তিতে বলা হয়েছে যে সংশ্লিষ্ট কর্মকর্তারা এই বিষয়ে বিস্তারিত আলোচনা করবেন এবং প্রয়োজনীয় সিদ্ধান্ত গ্রহণ করবেন। তারা বলেন, দেশের বর্তমান পরিস্থিতিতে সবার সহযোগিতা প্রয়োজন। সরকারের পক্ষ থেকে জানানো হয়েছে যে বিষয়টি গুরুত্বের সঙ্গে বিবেচনা করা হচ্ছে এবং শিগগিরই এ বিষয়ে একটি সিদ্ধান্ত জানানো হবে। সংশ্লিষ্ট সূত্রে জানা গেছে, আগামী সপ্তাহে এ বিষয়ে বৈঠক অনুষ্ঠিত হবে। বৈঠকে উপস্থিত থাকবেন সংশ্লিষ্ট মন্ত্রণালয়ের ঊর্ধ্বতন কর্মকর্তারা। এর আগে বিভিন্ন পর্যায়ে আলোচনা হয়েছে বলে জানা গেছে।: [184, 411, 264, 461]
article-body: (শেষ পৃষ্ঠার পর) সংবাদ সংস্থা প্রকাশিত বিজ্ঞপ্তিতে বলা হয়েছে যে সংশ্লিষ্ট কর্মকর্তারা এই বিষয়ে বিস্তারিত আলোচনা করবেন এবং প্রয়োজনীয় সিদ্ধান্ত গ্রহণ করবেন। তারা বলেন, দেশের বর্তমান পরিস্থিতিতে সবার সহযোগিতা প্রয়োজন। সরকারের পক্ষ থেকে জানানো হয়েছে যে বিষয়টি গুরুত্বের সঙ্গে বিবেচনা করা হচ্ছে এবং শিগগিরই এ বিষয়ে একটি সিদ্ধান্ত জানানো হবে। সংশ্লিষ্ট সূত্রে জানা গেছে, আগামী সপ্তাহে এ বিষয়ে বৈঠক অনুষ্ঠিত হবে। বৈঠকে উপস্থিত থাকবেন সংশ্লিষ্ট মন্ত্রণালয়ের ঊর্ধ্বতন কর্মকর্তারা। এর আগে বিভিন্ন পর্যায়ে আলোচনা হয়েছে বলে জানা গেছে।: [611, 54, 697, 100]
bank-location: ঢাকা।: [238, 721, 252, 728]
tender-office: Office of the Executive Engineer: [454, 604, 596, 614]
article-body: (শেষ পৃষ্ঠার পর) সংবাদ সংস্থা প্রকাশিত বিজ্ঞপ্তিতে বলা হয়েছে যে সংশ্লিষ্ট কর্মকর্তারা এই বিষয়ে বিস্তারিত আলোচনা করবেন এবং প্রয়োজনীয় সিদ্ধান্ত গ্রহণ করবেন। তারা বলেন, দেশের বর্তমান পরিস্থিতিতে সবার সহযোগিতা প্রয়োজন। সরকারের পক্ষ থেকে জানানো হয়েছে যে বিষয়টি গুরুত্বের সঙ্গে বিবেচনা করা হচ্ছে এবং শিগগিরই এ বিষয়ে একটি সিদ্ধান্ত জানানো হবে। সংশ্লিষ্ট সূত্রে জানা গেছে, আগামী সপ্তাহে এ বিষয়ে বৈঠক অনুষ্ঠিত হবে। বৈঠকে উপস্থিত থাকবেন সংশ্লিষ্ট মন্ত্রণালয়ের ঊর্ধ্বতন কর্মকর্তারা। এর আগে বিভিন্ন পর্যায়ে আলোচনা হয়েছে বলে জানা গেছে।: [184, 318, 264, 368]
classifieds-box: [4, 695, 94, 1045]
